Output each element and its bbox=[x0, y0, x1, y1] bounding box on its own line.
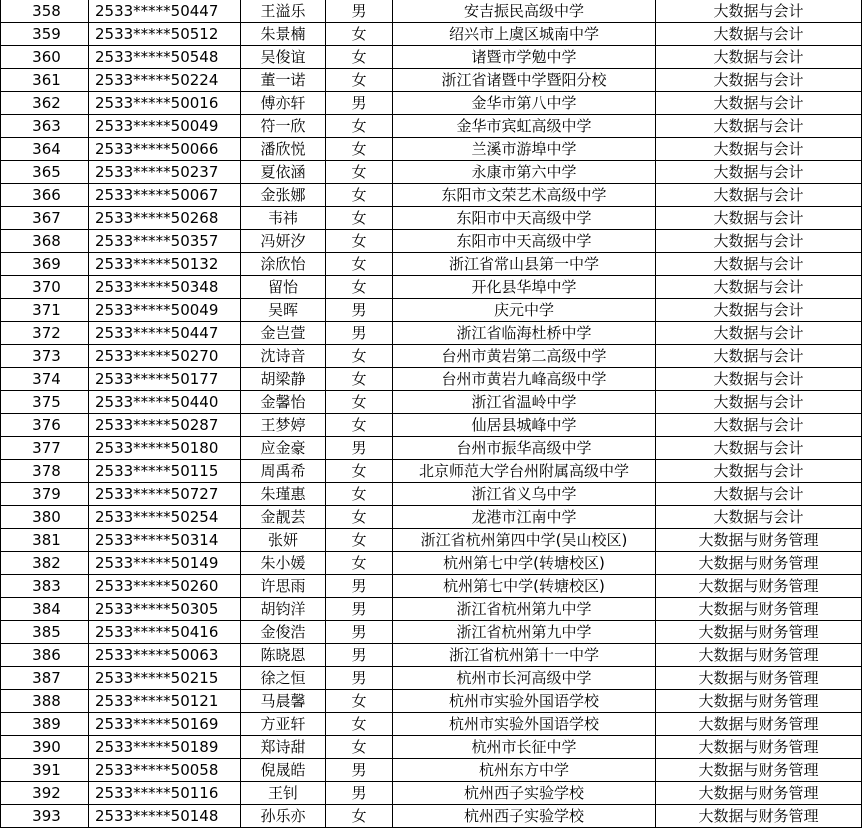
cell-school: 杭州市实验外国语学校 bbox=[393, 713, 656, 735]
cell-major: 大数据与会计 bbox=[656, 253, 862, 275]
cell-gender: 女 bbox=[326, 805, 393, 827]
cell-school: 杭州西子实验学校 bbox=[393, 805, 656, 827]
cell-major: 大数据与财务管理 bbox=[656, 805, 862, 827]
cell-school: 浙江省义乌中学 bbox=[393, 483, 656, 505]
cell-exam-id: 2533*****50727 bbox=[89, 483, 241, 505]
table-row bbox=[1, 161, 862, 184]
cell-gender: 女 bbox=[326, 391, 393, 413]
table-row bbox=[1, 115, 862, 138]
cell-exam-id: 2533*****50066 bbox=[89, 138, 241, 160]
cell-student-name: 朱景楠 bbox=[241, 23, 326, 45]
cell-student-name: 马晨馨 bbox=[241, 690, 326, 712]
cell-number: 358 bbox=[1, 0, 89, 22]
cell-number: 385 bbox=[1, 621, 89, 643]
cell-major: 大数据与财务管理 bbox=[656, 529, 862, 551]
cell-student-name: 应金豪 bbox=[241, 437, 326, 459]
cell-number: 360 bbox=[1, 46, 89, 68]
cell-school: 浙江省诸暨中学暨阳分校 bbox=[393, 69, 656, 91]
table-row bbox=[1, 368, 862, 391]
cell-school: 浙江省临海杜桥中学 bbox=[393, 322, 656, 344]
cell-number: 381 bbox=[1, 529, 89, 551]
cell-student-name: 王钊 bbox=[241, 782, 326, 804]
cell-major: 大数据与会计 bbox=[656, 391, 862, 413]
cell-gender: 女 bbox=[326, 161, 393, 183]
cell-number: 359 bbox=[1, 23, 89, 45]
cell-school: 杭州西子实验学校 bbox=[393, 782, 656, 804]
cell-student-name: 孙乐亦 bbox=[241, 805, 326, 827]
cell-exam-id: 2533*****50287 bbox=[89, 414, 241, 436]
cell-gender: 女 bbox=[326, 414, 393, 436]
cell-gender: 女 bbox=[326, 230, 393, 252]
cell-number: 368 bbox=[1, 230, 89, 252]
cell-exam-id: 2533*****50305 bbox=[89, 598, 241, 620]
cell-number: 392 bbox=[1, 782, 89, 804]
cell-school: 杭州市实验外国语学校 bbox=[393, 690, 656, 712]
cell-student-name: 胡钧洋 bbox=[241, 598, 326, 620]
cell-number: 387 bbox=[1, 667, 89, 689]
cell-gender: 女 bbox=[326, 460, 393, 482]
cell-student-name: 王溢乐 bbox=[241, 0, 326, 22]
cell-major: 大数据与会计 bbox=[656, 0, 862, 22]
cell-major: 大数据与会计 bbox=[656, 69, 862, 91]
cell-number: 370 bbox=[1, 276, 89, 298]
cell-exam-id: 2533*****50215 bbox=[89, 667, 241, 689]
cell-gender: 女 bbox=[326, 713, 393, 735]
cell-gender: 男 bbox=[326, 575, 393, 597]
table-row bbox=[1, 529, 862, 552]
table-row bbox=[1, 759, 862, 782]
table-row bbox=[1, 92, 862, 115]
table-row bbox=[1, 345, 862, 368]
cell-major: 大数据与财务管理 bbox=[656, 575, 862, 597]
cell-gender: 男 bbox=[326, 782, 393, 804]
cell-number: 379 bbox=[1, 483, 89, 505]
table-row bbox=[1, 736, 862, 759]
cell-exam-id: 2533*****50447 bbox=[89, 0, 241, 22]
cell-major: 大数据与会计 bbox=[656, 437, 862, 459]
cell-exam-id: 2533*****50548 bbox=[89, 46, 241, 68]
cell-number: 393 bbox=[1, 805, 89, 827]
cell-gender: 女 bbox=[326, 138, 393, 160]
cell-gender: 男 bbox=[326, 299, 393, 321]
cell-gender: 男 bbox=[326, 667, 393, 689]
table-row bbox=[1, 46, 862, 69]
cell-school: 台州市振华高级中学 bbox=[393, 437, 656, 459]
cell-school: 浙江省杭州第十一中学 bbox=[393, 644, 656, 666]
cell-exam-id: 2533*****50270 bbox=[89, 345, 241, 367]
cell-number: 376 bbox=[1, 414, 89, 436]
cell-exam-id: 2533*****50132 bbox=[89, 253, 241, 275]
cell-exam-id: 2533*****50348 bbox=[89, 276, 241, 298]
cell-gender: 女 bbox=[326, 207, 393, 229]
cell-school: 兰溪市游埠中学 bbox=[393, 138, 656, 160]
cell-student-name: 许思雨 bbox=[241, 575, 326, 597]
cell-student-name: 夏依涵 bbox=[241, 161, 326, 183]
cell-school: 金华市第八中学 bbox=[393, 92, 656, 114]
cell-school: 东阳市文荣艺术高级中学 bbox=[393, 184, 656, 206]
cell-major: 大数据与财务管理 bbox=[656, 667, 862, 689]
cell-school: 杭州市长征中学 bbox=[393, 736, 656, 758]
cell-gender: 男 bbox=[326, 322, 393, 344]
table-row bbox=[1, 138, 862, 161]
cell-exam-id: 2533*****50067 bbox=[89, 184, 241, 206]
cell-number: 362 bbox=[1, 92, 89, 114]
cell-school: 台州市黄岩九峰高级中学 bbox=[393, 368, 656, 390]
cell-student-name: 金俊浩 bbox=[241, 621, 326, 643]
cell-exam-id: 2533*****50121 bbox=[89, 690, 241, 712]
cell-exam-id: 2533*****50260 bbox=[89, 575, 241, 597]
cell-student-name: 张妍 bbox=[241, 529, 326, 551]
cell-major: 大数据与财务管理 bbox=[656, 644, 862, 666]
cell-school: 东阳市中天高级中学 bbox=[393, 230, 656, 252]
cell-student-name: 潘欣悦 bbox=[241, 138, 326, 160]
cell-school: 浙江省温岭中学 bbox=[393, 391, 656, 413]
table-row bbox=[1, 437, 862, 460]
cell-exam-id: 2533*****50049 bbox=[89, 299, 241, 321]
table-row bbox=[1, 184, 862, 207]
cell-number: 386 bbox=[1, 644, 89, 666]
cell-student-name: 金张娜 bbox=[241, 184, 326, 206]
cell-student-name: 胡梁静 bbox=[241, 368, 326, 390]
table-row bbox=[1, 460, 862, 483]
cell-number: 388 bbox=[1, 690, 89, 712]
cell-exam-id: 2533*****50058 bbox=[89, 759, 241, 781]
cell-number: 382 bbox=[1, 552, 89, 574]
cell-school: 浙江省常山县第一中学 bbox=[393, 253, 656, 275]
cell-major: 大数据与财务管理 bbox=[656, 736, 862, 758]
table-row bbox=[1, 253, 862, 276]
cell-exam-id: 2533*****50063 bbox=[89, 644, 241, 666]
cell-exam-id: 2533*****50268 bbox=[89, 207, 241, 229]
cell-number: 377 bbox=[1, 437, 89, 459]
cell-number: 378 bbox=[1, 460, 89, 482]
cell-major: 大数据与会计 bbox=[656, 506, 862, 528]
table-row bbox=[1, 644, 862, 667]
cell-exam-id: 2533*****50254 bbox=[89, 506, 241, 528]
cell-number: 361 bbox=[1, 69, 89, 91]
cell-gender: 女 bbox=[326, 69, 393, 91]
table-row bbox=[1, 414, 862, 437]
cell-number: 389 bbox=[1, 713, 89, 735]
cell-school: 绍兴市上虞区城南中学 bbox=[393, 23, 656, 45]
cell-major: 大数据与会计 bbox=[656, 414, 862, 436]
cell-major: 大数据与财务管理 bbox=[656, 598, 862, 620]
cell-major: 大数据与会计 bbox=[656, 138, 862, 160]
table-row bbox=[1, 552, 862, 575]
cell-number: 374 bbox=[1, 368, 89, 390]
cell-gender: 女 bbox=[326, 690, 393, 712]
cell-number: 390 bbox=[1, 736, 89, 758]
cell-school: 浙江省杭州第四中学(吴山校区) bbox=[393, 529, 656, 551]
cell-gender: 女 bbox=[326, 23, 393, 45]
cell-major: 大数据与会计 bbox=[656, 345, 862, 367]
cell-number: 367 bbox=[1, 207, 89, 229]
cell-gender: 女 bbox=[326, 552, 393, 574]
cell-school: 杭州东方中学 bbox=[393, 759, 656, 781]
cell-major: 大数据与会计 bbox=[656, 483, 862, 505]
cell-number: 380 bbox=[1, 506, 89, 528]
cell-gender: 女 bbox=[326, 529, 393, 551]
cell-student-name: 傅亦轩 bbox=[241, 92, 326, 114]
cell-student-name: 朱小媛 bbox=[241, 552, 326, 574]
table-row bbox=[1, 690, 862, 713]
cell-gender: 女 bbox=[326, 736, 393, 758]
cell-exam-id: 2533*****50016 bbox=[89, 92, 241, 114]
cell-number: 383 bbox=[1, 575, 89, 597]
cell-student-name: 周禹希 bbox=[241, 460, 326, 482]
cell-gender: 男 bbox=[326, 437, 393, 459]
cell-exam-id: 2533*****50180 bbox=[89, 437, 241, 459]
table-row bbox=[1, 207, 862, 230]
cell-student-name: 倪晟皓 bbox=[241, 759, 326, 781]
cell-school: 浙江省杭州第九中学 bbox=[393, 621, 656, 643]
cell-school: 杭州市长河高级中学 bbox=[393, 667, 656, 689]
table-row bbox=[1, 782, 862, 805]
cell-student-name: 陈晓恩 bbox=[241, 644, 326, 666]
table-row bbox=[1, 230, 862, 253]
cell-student-name: 符一欣 bbox=[241, 115, 326, 137]
cell-major: 大数据与会计 bbox=[656, 161, 862, 183]
cell-number: 364 bbox=[1, 138, 89, 160]
cell-number: 366 bbox=[1, 184, 89, 206]
table-row bbox=[1, 805, 862, 828]
cell-student-name: 留怡 bbox=[241, 276, 326, 298]
cell-gender: 男 bbox=[326, 644, 393, 666]
cell-school: 安吉振民高级中学 bbox=[393, 0, 656, 22]
cell-school: 浙江省杭州第九中学 bbox=[393, 598, 656, 620]
cell-number: 369 bbox=[1, 253, 89, 275]
cell-student-name: 徐之恒 bbox=[241, 667, 326, 689]
table-row bbox=[1, 506, 862, 529]
cell-gender: 男 bbox=[326, 598, 393, 620]
cell-major: 大数据与会计 bbox=[656, 184, 862, 206]
cell-school: 龙港市江南中学 bbox=[393, 506, 656, 528]
cell-exam-id: 2533*****50440 bbox=[89, 391, 241, 413]
cell-gender: 女 bbox=[326, 483, 393, 505]
cell-major: 大数据与会计 bbox=[656, 230, 862, 252]
table-row bbox=[1, 391, 862, 414]
cell-school: 台州市黄岩第二高级中学 bbox=[393, 345, 656, 367]
cell-student-name: 金靓芸 bbox=[241, 506, 326, 528]
cell-number: 365 bbox=[1, 161, 89, 183]
cell-student-name: 沈诗音 bbox=[241, 345, 326, 367]
cell-school: 杭州第七中学(转塘校区) bbox=[393, 575, 656, 597]
cell-major: 大数据与财务管理 bbox=[656, 690, 862, 712]
cell-gender: 女 bbox=[326, 46, 393, 68]
cell-exam-id: 2533*****50224 bbox=[89, 69, 241, 91]
cell-student-name: 金馨怡 bbox=[241, 391, 326, 413]
cell-major: 大数据与会计 bbox=[656, 322, 862, 344]
cell-exam-id: 2533*****50512 bbox=[89, 23, 241, 45]
cell-gender: 女 bbox=[326, 345, 393, 367]
cell-student-name: 吴俊谊 bbox=[241, 46, 326, 68]
cell-major: 大数据与会计 bbox=[656, 23, 862, 45]
table-row bbox=[1, 575, 862, 598]
cell-school: 东阳市中天高级中学 bbox=[393, 207, 656, 229]
cell-school: 杭州第七中学(转塘校区) bbox=[393, 552, 656, 574]
cell-exam-id: 2533*****50116 bbox=[89, 782, 241, 804]
cell-major: 大数据与财务管理 bbox=[656, 713, 862, 735]
cell-gender: 女 bbox=[326, 276, 393, 298]
cell-major: 大数据与会计 bbox=[656, 276, 862, 298]
cell-school: 金华市宾虹高级中学 bbox=[393, 115, 656, 137]
cell-gender: 男 bbox=[326, 92, 393, 114]
cell-school: 开化县华埠中学 bbox=[393, 276, 656, 298]
cell-school: 永康市第六中学 bbox=[393, 161, 656, 183]
table-row bbox=[1, 322, 862, 345]
cell-number: 373 bbox=[1, 345, 89, 367]
cell-exam-id: 2533*****50189 bbox=[89, 736, 241, 758]
cell-student-name: 涂欣怡 bbox=[241, 253, 326, 275]
table-row bbox=[1, 621, 862, 644]
cell-school: 庆元中学 bbox=[393, 299, 656, 321]
cell-school: 仙居县城峰中学 bbox=[393, 414, 656, 436]
cell-exam-id: 2533*****50115 bbox=[89, 460, 241, 482]
cell-number: 371 bbox=[1, 299, 89, 321]
cell-gender: 女 bbox=[326, 115, 393, 137]
cell-student-name: 韦祎 bbox=[241, 207, 326, 229]
cell-student-name: 冯妍汐 bbox=[241, 230, 326, 252]
cell-gender: 女 bbox=[326, 506, 393, 528]
table-row bbox=[1, 667, 862, 690]
table-row bbox=[1, 713, 862, 736]
cell-major: 大数据与财务管理 bbox=[656, 782, 862, 804]
cell-exam-id: 2533*****50149 bbox=[89, 552, 241, 574]
cell-exam-id: 2533*****50237 bbox=[89, 161, 241, 183]
cell-number: 363 bbox=[1, 115, 89, 137]
table-row bbox=[1, 69, 862, 92]
cell-student-name: 朱瑾惠 bbox=[241, 483, 326, 505]
cell-gender: 男 bbox=[326, 621, 393, 643]
cell-exam-id: 2533*****50169 bbox=[89, 713, 241, 735]
cell-major: 大数据与会计 bbox=[656, 299, 862, 321]
cell-major: 大数据与会计 bbox=[656, 115, 862, 137]
cell-major: 大数据与会计 bbox=[656, 460, 862, 482]
cell-gender: 男 bbox=[326, 759, 393, 781]
cell-school: 诸暨市学勉中学 bbox=[393, 46, 656, 68]
cell-gender: 女 bbox=[326, 253, 393, 275]
cell-major: 大数据与会计 bbox=[656, 368, 862, 390]
cell-exam-id: 2533*****50148 bbox=[89, 805, 241, 827]
cell-exam-id: 2533*****50447 bbox=[89, 322, 241, 344]
cell-exam-id: 2533*****50416 bbox=[89, 621, 241, 643]
cell-student-name: 郑诗甜 bbox=[241, 736, 326, 758]
cell-number: 384 bbox=[1, 598, 89, 620]
cell-student-name: 吴晖 bbox=[241, 299, 326, 321]
cell-student-name: 董一诺 bbox=[241, 69, 326, 91]
cell-major: 大数据与财务管理 bbox=[656, 552, 862, 574]
cell-exam-id: 2533*****50314 bbox=[89, 529, 241, 551]
cell-gender: 女 bbox=[326, 184, 393, 206]
cell-student-name: 金岂萱 bbox=[241, 322, 326, 344]
table-row bbox=[1, 598, 862, 621]
cell-school: 北京师范大学台州附属高级中学 bbox=[393, 460, 656, 482]
cell-number: 375 bbox=[1, 391, 89, 413]
cell-number: 372 bbox=[1, 322, 89, 344]
table-row bbox=[1, 483, 862, 506]
cell-gender: 女 bbox=[326, 368, 393, 390]
cell-major: 大数据与会计 bbox=[656, 92, 862, 114]
table-row bbox=[1, 299, 862, 322]
cell-exam-id: 2533*****50357 bbox=[89, 230, 241, 252]
cell-major: 大数据与会计 bbox=[656, 46, 862, 68]
cell-gender: 男 bbox=[326, 0, 393, 22]
cell-major: 大数据与会计 bbox=[656, 207, 862, 229]
cell-major: 大数据与财务管理 bbox=[656, 621, 862, 643]
cell-student-name: 王梦婷 bbox=[241, 414, 326, 436]
cell-major: 大数据与财务管理 bbox=[656, 759, 862, 781]
cell-exam-id: 2533*****50049 bbox=[89, 115, 241, 137]
table-row bbox=[1, 0, 862, 23]
cell-student-name: 方亚轩 bbox=[241, 713, 326, 735]
cell-exam-id: 2533*****50177 bbox=[89, 368, 241, 390]
cell-number: 391 bbox=[1, 759, 89, 781]
table-row bbox=[1, 23, 862, 46]
table-row bbox=[1, 276, 862, 299]
